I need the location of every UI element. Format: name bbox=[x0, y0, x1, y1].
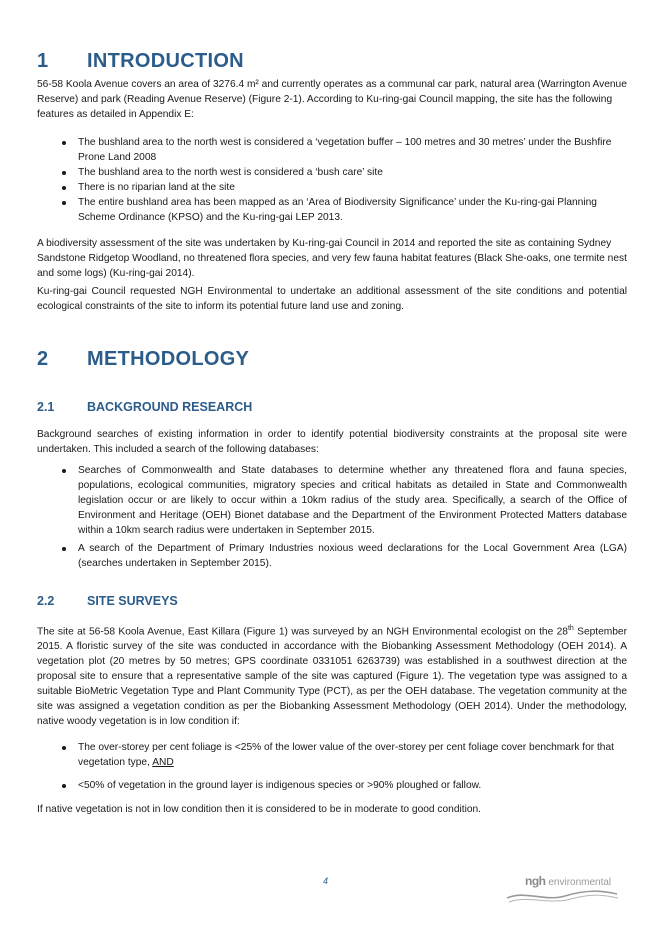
background-bullet-list bbox=[37, 463, 627, 571]
section-title: METHODOLOGY bbox=[87, 348, 250, 370]
body-text bbox=[37, 621, 627, 729]
list-item: The bushland area to the north west is considered a ‘bush care’ site bbox=[37, 165, 627, 180]
surveys-bullet-list bbox=[37, 740, 627, 793]
list-item bbox=[37, 740, 627, 770]
list-item: A search of the Department of Primary Industries noxious weed declarations for the Local Government Area (LGA) (searches undertaken in September 2015). bbox=[37, 541, 627, 571]
logo-text bbox=[525, 874, 611, 888]
body-text: If native vegetation is not in low condition then it is considered to be in moderate to good condition. bbox=[37, 804, 482, 815]
intro-text: 56-58 Koola Avenue covers an area of 3276.4 m² and currently operates as a communal car park, natural area (Warrington Avenue Reserve) and park (Reading Avenue Reserve) (Figure 2-1). According to Ku-ring-gai Council mapping, the site has the following features as detailed in Appendix E: bbox=[37, 79, 627, 120]
background-paragraph bbox=[37, 427, 627, 457]
subsection-title: SITE SURVEYS bbox=[87, 594, 178, 608]
intro-text: Ku-ring-gai Council requested NGH Environmental to undertake an additional assessment of the site conditions and potential ecological constraints of the site to inform its potential future land use and zoning. bbox=[37, 286, 627, 312]
section-title: INTRODUCTION bbox=[87, 50, 244, 72]
superscript: th bbox=[567, 625, 574, 632]
subsection-number: 2.1 bbox=[37, 400, 55, 414]
body-text: Background searches of existing information in order to identify potential biodiversity constraints at the proposal site were undertaken. This included a search of the following databases: bbox=[37, 429, 627, 455]
surveys-paragraph bbox=[37, 621, 627, 729]
page-number: 4 bbox=[323, 876, 329, 886]
intro-paragraph-2 bbox=[37, 236, 627, 281]
list-item: The entire bushland area has been mapped as an ‘Area of Biodiversity Significance’ under the Ku-ring-gai Planning Scheme Ordinance (KPSO) and the Ku-ring-gai LEP 2013. bbox=[37, 195, 627, 225]
list-item-text: The over-storey per cent foliage is <25% of the lower value of the over-storey per cent foliage cover benchmark for that vegetation type, bbox=[78, 742, 614, 768]
ngh-logo bbox=[505, 868, 620, 906]
subsection-title: BACKGROUND RESEARCH bbox=[87, 400, 253, 414]
list-item: <50% of vegetation in the ground layer is indigenous species or >90% ploughed or fallow. bbox=[37, 778, 627, 793]
section-heading-introduction bbox=[37, 50, 244, 73]
intro-text: A biodiversity assessment of the site was undertaken by Ku-ring-gai Council in 2014 and reported the site as containing Sydney Sandstone Ridgetop Woodland, no threatened flora species, and very few fauna habitat features (Black She-oaks, one termite nest and some logs) (Ku-ring-gai 2014). bbox=[37, 238, 627, 279]
list-item: There is no riparian land at the site bbox=[37, 180, 627, 195]
surveys-closing bbox=[37, 802, 627, 817]
list-item: The bushland area to the north west is considered a ‘vegetation buffer – 100 metres and 30 metres’ under the Bushfire Prone Land 2008 bbox=[37, 135, 627, 165]
and-underlined: AND bbox=[152, 757, 174, 768]
section-heading-methodology bbox=[37, 348, 249, 371]
section-number: 2 bbox=[37, 348, 49, 370]
intro-bullet-list bbox=[37, 135, 627, 225]
subsection-heading-site-surveys bbox=[37, 594, 178, 608]
subsection-heading-background bbox=[37, 400, 252, 414]
intro-paragraph-3 bbox=[37, 284, 627, 314]
logo-sub: environmental bbox=[548, 877, 612, 888]
section-number: 1 bbox=[37, 50, 49, 72]
surveys-text-rest: September 2015. A floristic survey of the site was conducted in accordance with the Biobanking Assessment Methodology (OEH 2014). A vegetation plot (20 metres by 50 metres; GPS coordinate 0331051 6263739) was established in a southwest direction at the proposal site to ensure that a representative sample of the site was captured (Figure 1). The vegetation type was assigned to a suitable BioMetric Vegetation Type and Plant Community Type (PCT), as per the OEH database. The vegetation community at the site was assigned a vegetation condition as per the Biobanking Assessment Methodology (OEH 2014). Under the methodology, native woody vegetation is in low condition if: bbox=[37, 626, 627, 728]
subsection-number: 2.2 bbox=[37, 594, 55, 608]
intro-paragraph-1 bbox=[37, 77, 627, 122]
list-item: Searches of Commonwealth and State databases to determine whether any threatened flora and fauna species, populations, ecological communities, migratory species and critical habitats as detailed in State and Commonwealth legislation occur or are likely to occur within a 10km radius of the study area. Specifically, a search of the Office of Environment and Heritage (OEH) Bionet database and the Department of the Environment Protected Matters database within a 10km search radius were undertaken in September 2015. bbox=[37, 463, 627, 538]
logo-main: ngh bbox=[525, 874, 546, 888]
surveys-text-start: The site at 56-58 Koola Avenue, East Killara (Figure 1) was surveyed by an NGH Environmental ecologist on the 28 bbox=[37, 626, 568, 638]
